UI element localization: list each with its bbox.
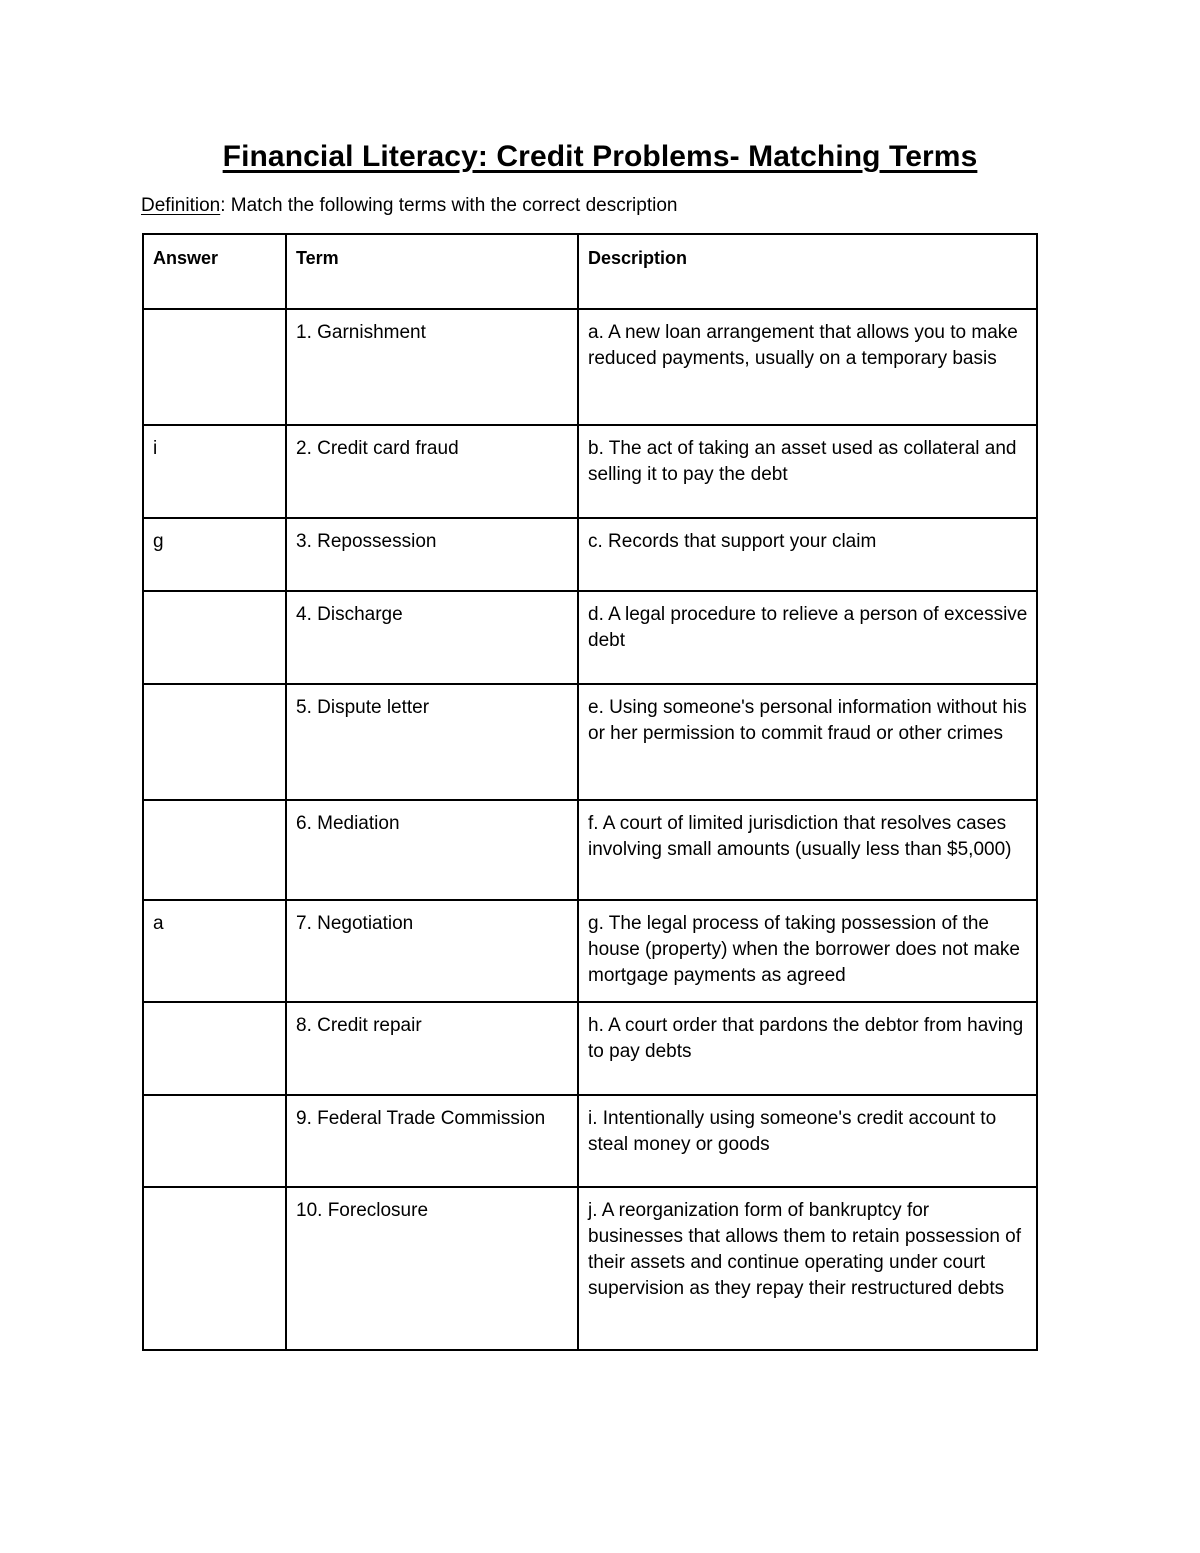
instruction — [141, 195, 677, 217]
term-cell: 7. Negotiation — [286, 900, 578, 1002]
table-row — [143, 1002, 1037, 1095]
term-cell: 6. Mediation — [286, 800, 578, 900]
answer-cell[interactable]: g — [143, 518, 286, 591]
term-cell: 8. Credit repair — [286, 1002, 578, 1095]
table-row — [143, 591, 1037, 684]
description-cell: f. A court of limited jurisdiction that resolves cases involving small amounts (usually less than $5,000) — [578, 800, 1037, 900]
page-title: Financial Literacy: Credit Problems- Matching Terms — [222, 140, 978, 173]
term-cell: 5. Dispute letter — [286, 684, 578, 800]
answer-cell[interactable] — [143, 800, 286, 900]
table-row — [143, 1187, 1037, 1350]
table-row — [143, 309, 1037, 425]
answer-cell[interactable] — [143, 309, 286, 425]
term-cell: 3. Repossession — [286, 518, 578, 591]
table-row — [143, 425, 1037, 518]
header-answer: Answer — [143, 234, 286, 309]
description-cell: d. A legal procedure to relieve a person of excessive debt — [578, 591, 1037, 684]
header-term: Term — [286, 234, 578, 309]
answer-cell[interactable]: a — [143, 900, 286, 1002]
instruction-label: Definition — [141, 195, 221, 216]
description-cell: b. The act of taking an asset used as collateral and selling it to pay the debt — [578, 425, 1037, 518]
answer-cell[interactable]: i — [143, 425, 286, 518]
answer-cell[interactable] — [143, 684, 286, 800]
instruction-text: : Match the following terms with the correct description — [220, 195, 678, 216]
answer-cell[interactable] — [143, 591, 286, 684]
description-cell: g. The legal process of taking possession of the house (property) when the borrower does not make mortgage payments as agreed — [578, 900, 1037, 1002]
description-cell: j. A reorganization form of bankruptcy for businesses that allows them to retain possession of their assets and continue operating under court supervision as they repay their restructured debts — [578, 1187, 1037, 1350]
answer-cell[interactable] — [143, 1187, 286, 1350]
description-cell: e. Using someone's personal information without his or her permission to commit fraud or other crimes — [578, 684, 1037, 800]
description-cell: c. Records that support your claim — [578, 518, 1037, 591]
table-header-row — [143, 234, 1037, 309]
term-cell: 9. Federal Trade Commission — [286, 1095, 578, 1187]
description-cell: h. A court order that pardons the debtor from having to pay debts — [578, 1002, 1037, 1095]
term-cell: 4. Discharge — [286, 591, 578, 684]
term-cell: 2. Credit card fraud — [286, 425, 578, 518]
table-row — [143, 800, 1037, 900]
answer-cell[interactable] — [143, 1002, 286, 1095]
term-cell: 10. Foreclosure — [286, 1187, 578, 1350]
header-description: Description — [578, 234, 1037, 309]
matching-table — [142, 233, 1038, 1351]
table-row — [143, 1095, 1037, 1187]
answer-cell[interactable] — [143, 1095, 286, 1187]
description-cell: i. Intentionally using someone's credit account to steal money or goods — [578, 1095, 1037, 1187]
table-row — [143, 900, 1037, 1002]
table-row — [143, 684, 1037, 800]
description-cell: a. A new loan arrangement that allows you to make reduced payments, usually on a temporary basis — [578, 309, 1037, 425]
table-row — [143, 518, 1037, 591]
term-cell: 1. Garnishment — [286, 309, 578, 425]
